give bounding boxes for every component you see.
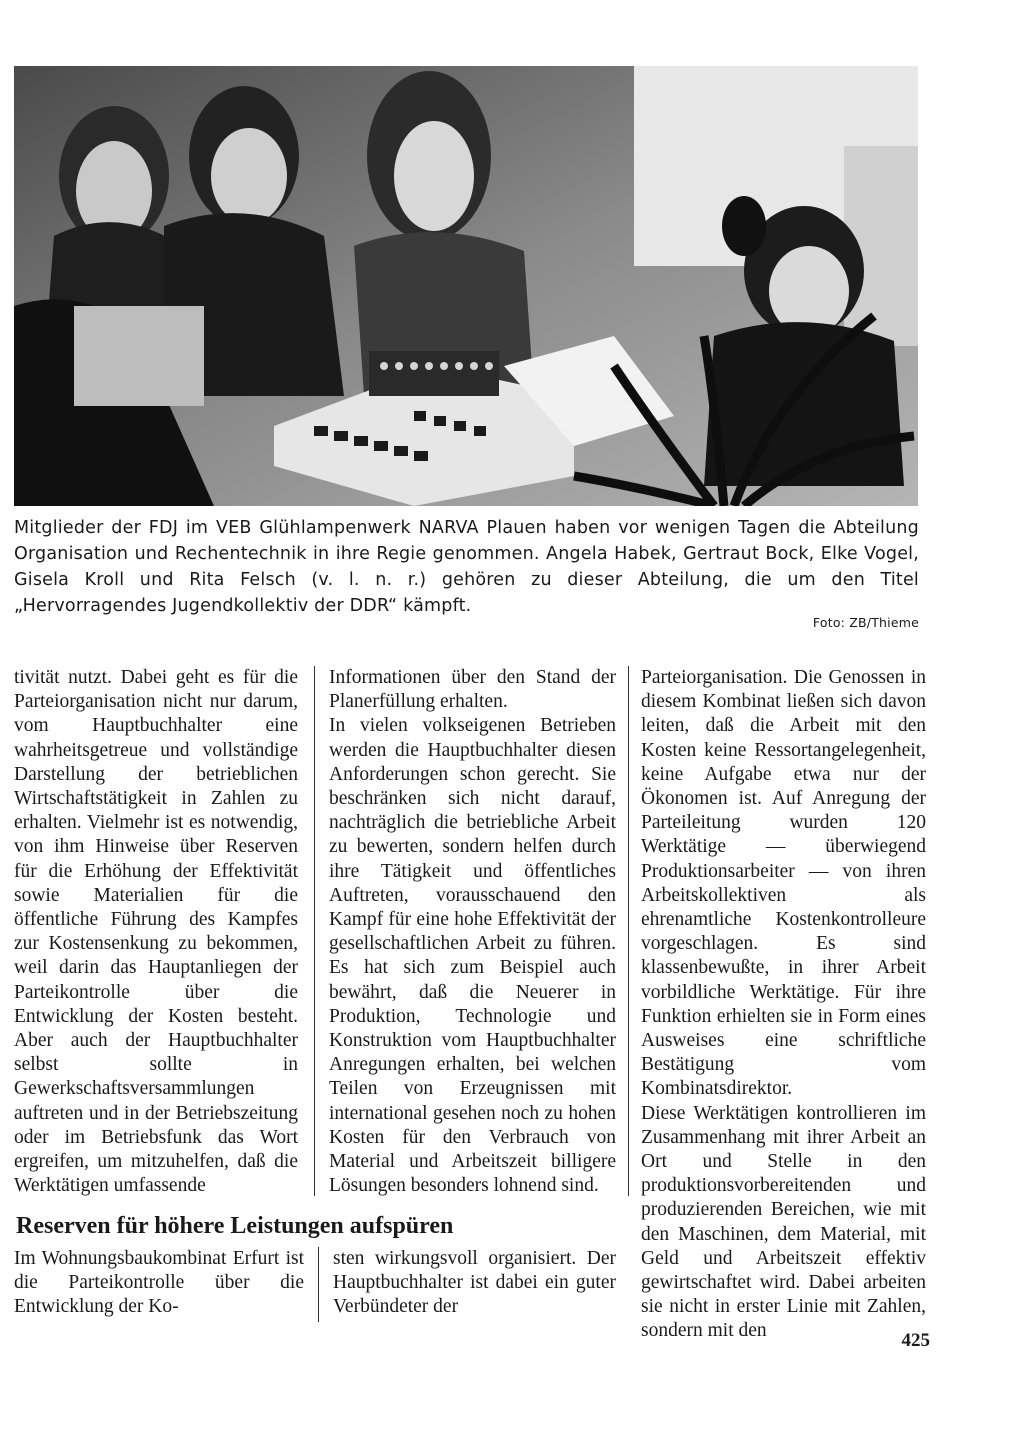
column-3-paragraph-2: Diese Werktätigen kontrollieren im Zusammenhang mit ihrer Arbeit an Ort und Stelle in den produktionsvorbereitenden und produzierenden Bereichen, wie mit den Maschinen, dem Material, mit Geld und Arbeitszeit effektiv gewirtschaftet wird. Dabei arbeiten sie nicht in erster Linie mit Zahlen, sondern mit den	[641, 1102, 926, 1342]
text-column-2	[329, 666, 616, 1198]
column-1-paragraph: tivität nutzt. Dabei geht es für die Parteiorganisation nicht nur darum, vom Hauptbuchhalter eine wahrheitsgetreue und vollständige Darstellung der betrieblichen Wirtschaftstätigkeit in Zahlen zu erhalten. Vielmehr ist es notwendig, von ihm Hinweise über Reserven für die Erhöhung der Effektivität sowie Materialien für die öffentliche Führung des Kampfes zur Kostensenkung zu bekommen, weil darin das Hauptanliegen der Parteikontrolle über die Entwicklung der Kosten besteht. Aber auch der Hauptbuchhalter selbst sollte in Gewerkschaftsversammlungen auftreten und in der Betriebszeitung oder im Betriebsfunk das Wort ergreifen, um mitzuhelfen, daß die Werktätigen umfassende	[14, 667, 298, 1197]
photo-illustration	[14, 66, 918, 506]
column-2-paragraph-1: Informationen über den Stand der Planerfüllung erhalten.	[329, 667, 616, 713]
column-5-paragraph: sten wirkungsvoll organisiert. Der Hauptbuchhalter ist dabei ein guter Verbündeter der	[333, 1248, 616, 1318]
caption-text: Mitglieder der FDJ im VEB Glühlampenwerk NARVA Plauen haben vor wenigen Tagen die Abteilung Organisation und Rechentechnik in ihre Regie genommen. Angela Habek, Gertraut Bock, Elke Vogel, Gisela Kroll und Rita Felsch (v. l. n. r.) gehören zu dieser Abteilung, die um den Titel „Hervorragendes Jugendkollektiv der DDR“ kämpft.	[14, 518, 919, 616]
article-photo	[14, 66, 918, 506]
photo-credit: Foto: ZB/Thieme	[812, 615, 919, 630]
text-column-1	[14, 666, 298, 1198]
column-divider	[628, 666, 629, 1196]
text-column-5	[333, 1247, 616, 1320]
photo-caption	[14, 515, 919, 631]
page-number: 425	[901, 1330, 930, 1351]
column-3-paragraph-1: Parteiorganisation. Die Genossen in diesem Kombinat ließen sich davon leiten, daß die Arbeit mit den Kosten keine Ressortangelegenheit, keine Aufgabe etwa nur der Ökonomen ist. Auf Anregung der Parteileitung wurden 120 Werktätige — überwiegend Produktionsarbeiter — von ihren Arbeitskollektiven als ehrenamtliche Kostenkontrolleure vorgeschlagen. Es sind klassenbewußte, in ihrer Arbeit vorbildliche Werktätige. Für ihre Funktion erhielten sie in Form eines Ausweises eine schriftliche Bestätigung vom Kombinatsdirektor.	[641, 667, 926, 1100]
section-heading: Reserven für höhere Leistungen aufspüren	[16, 1213, 454, 1239]
column-divider	[314, 666, 315, 1196]
column-4-paragraph: Im Wohnungsbaukombinat Erfurt ist die Parteikontrolle über die Entwicklung der Ko-	[14, 1248, 304, 1318]
text-column-4	[14, 1247, 304, 1320]
column-2-paragraph-2: In vielen volkseigenen Betrieben werden die Hauptbuchhalter diesen Anforderungen schon gerecht. Sie beschränken sich nicht darauf, nachträglich die betriebliche Arbeit zu bewerten, sondern helfen durch ihre Tätigkeit und öffentliches Auftreten, vorausschauend den Kampf für eine hohe Effektivität der gesellschaftlichen Arbeit zu führen. Es hat sich zum Beispiel auch bewährt, daß die Neuerer in Produktion, Technologie und Konstruktion vom Hauptbuchhalter Anregungen erhalten, bei welchen Teilen von Erzeugnissen mit international gesehen noch zu hohen Kosten für den Verbrauch von Material und Arbeitszeit billigere Lösungen besonders lohnend sind.	[329, 715, 616, 1197]
column-divider	[318, 1247, 319, 1322]
text-column-3	[641, 666, 926, 1344]
